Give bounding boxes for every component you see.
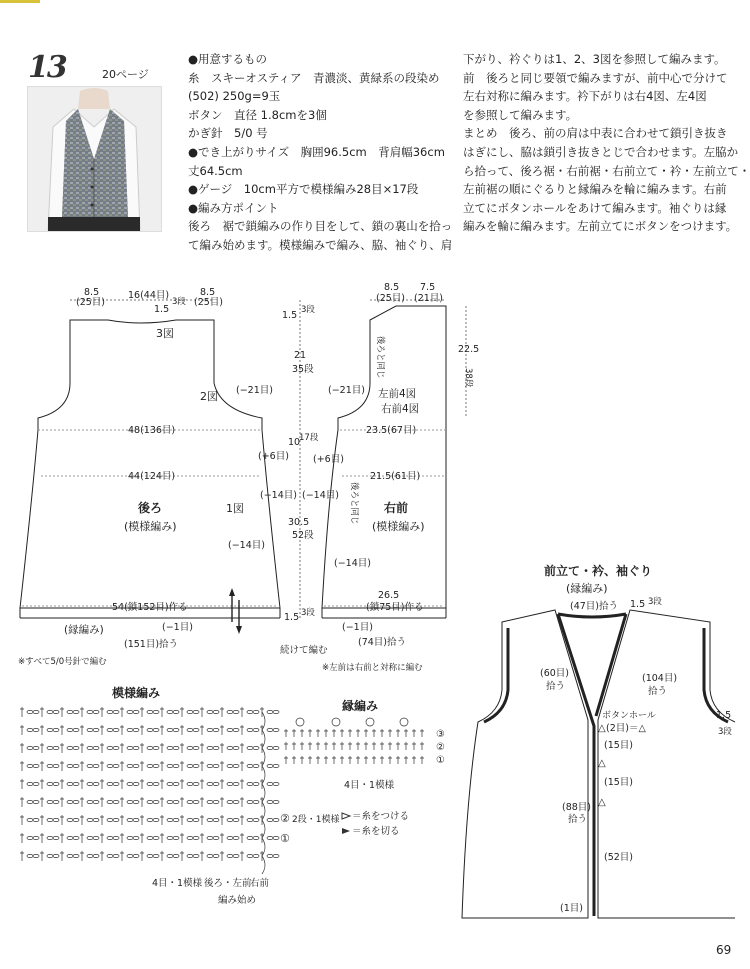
border-r3: ③ (436, 729, 445, 740)
finish-armR: (104目) (642, 673, 678, 684)
front-w1: 23.5(67目) (366, 425, 417, 436)
front-minus14: (−14目) (334, 558, 371, 569)
back-plus6: (+6目) (258, 451, 289, 462)
pattern-back-left: 後ろ・左前 (204, 878, 252, 889)
pattern-row1: ① (280, 832, 290, 845)
svg-text:△: △ (598, 797, 606, 808)
finish-g2: (15目) (604, 777, 634, 788)
back-top-left: 8.5 (84, 287, 100, 298)
finish-side-r: 3段 (718, 727, 732, 737)
dim-h3r: 17段 (299, 433, 319, 443)
dim-h4: 30.5 (288, 517, 310, 528)
text-line: まとめ 後ろ、前の肩は中表に合わせて鎖引き抜き (463, 126, 728, 141)
back-note: ※すべて5/0号針で編む (18, 657, 107, 667)
finishing-title: 前立て・衿、袖ぐり (544, 564, 653, 578)
front-piece (313, 282, 479, 673)
pattern-repeat: 4目・1模様 (152, 878, 203, 889)
pattern-number: 13 (28, 50, 66, 85)
front-name: 右前 (384, 501, 409, 515)
fig3-label: 3図 (156, 327, 174, 340)
pattern-chart-title: 模様編み (112, 686, 161, 700)
finish-armL-p: 拾う (546, 681, 566, 692)
text-line: 糸 スキーオスティア 青濃淡、黄緑系の段染め (188, 70, 440, 85)
front-top-left: 8.5 (384, 282, 400, 293)
dim-h5: 1.5 (284, 612, 300, 623)
front-top-right-sts: (21目) (414, 293, 444, 304)
front-minus1: (−1目) (342, 622, 373, 633)
pattern-row2: ② (280, 812, 290, 825)
back-armhole-dec: (−21目) (236, 385, 273, 396)
text-line: 丈64.5cm (188, 163, 243, 178)
finish-armL: (60目) (540, 668, 570, 679)
back-waist: 44(124目) (128, 471, 176, 482)
text-line: かぎ針 5/0 号 (188, 126, 268, 141)
text-line: を参照して編みます。 (463, 107, 578, 122)
back-name: 後ろ (138, 501, 163, 515)
front-w2: 21.5(61目) (370, 471, 421, 482)
finish-neck: (47目)拾う (570, 601, 619, 612)
text-line: ボタン 直径 1.8cmを3個 (188, 107, 327, 122)
front-top-left-sts: (25目) (376, 293, 406, 304)
text-line: 立てにボタンホールをあけて編みます。袖ぐりは縁 (463, 200, 727, 215)
finish-armR-p: 拾う (648, 686, 668, 697)
finish-side-h: 1.5 (716, 710, 732, 721)
center-dimensions (280, 300, 339, 656)
fig1-label: 1図 (226, 502, 244, 515)
svg-text:△: △ (598, 758, 606, 769)
dim-h3: 10 (288, 437, 301, 448)
text-line: ●編み方ポイント (188, 200, 279, 215)
back-neck-depth: 1.5 (154, 304, 170, 315)
front-height-rows: 38段 (463, 368, 473, 388)
back-minus1: (−1目) (162, 622, 193, 633)
text-line: 下がり、衿ぐりは1、2、3図を参照して編みます。 (463, 52, 726, 66)
front-armhole-dec: (−21目) (328, 385, 365, 396)
same-as-back-2: 後ろと同じ (349, 482, 359, 525)
text-line: 前 後ろと同じ要領で編みますが、前中心で分けて (463, 70, 728, 85)
center-minus14: (−14目) (302, 490, 339, 501)
text-line: 後ろ 裾で鎖編みの作り目をして、鎖の裏山を拾っ (188, 219, 453, 234)
border-repeat: 4目・1模様 (344, 780, 395, 791)
text-line: 編みを輪に編みます。左前立てにボタンをつけます。 (463, 219, 738, 234)
svg-text:△: △ (598, 723, 606, 734)
back-bust: 48(136目) (128, 425, 176, 436)
pattern-right-front: 右前 (250, 878, 270, 889)
back-neck-rows: 3段 (172, 297, 186, 307)
border-legend2: ＝糸を切る (352, 826, 400, 837)
buttonhole-sts: (2目)＝△ (606, 723, 646, 734)
page-reference: 20ページ (102, 68, 149, 81)
back-top-right: 8.5 (200, 287, 216, 298)
back-pickup: (151目)拾う (124, 639, 179, 650)
border-r1: ① (436, 755, 445, 766)
dim-h2: 21 (294, 350, 307, 361)
border-r2: ② (436, 742, 445, 753)
front-top-right: 7.5 (420, 282, 436, 293)
continue-note: 続けて編む (280, 645, 328, 656)
dim-h4r: 52段 (292, 530, 314, 541)
page-number: 69 (716, 943, 732, 957)
pattern-rows-label: 2段・1模様 (292, 815, 340, 825)
back-border: (縁編み) (64, 624, 104, 636)
back-top-mid: 16(44目) (128, 290, 170, 301)
dim-h1: 1.5 (282, 310, 298, 321)
finish-g1: (15目) (604, 740, 634, 751)
border-legend1: ＝糸をつける (352, 811, 410, 822)
finish-g4: (1目) (560, 903, 583, 914)
back-stitch: (模様編み) (124, 520, 177, 533)
pattern-start: 編み始め (218, 895, 257, 906)
finish-front-edge: (88目) (562, 802, 592, 813)
front-note: ※左前は右前と対称に編む (322, 663, 423, 673)
front-hem-w: 26.5 (378, 590, 400, 601)
finish-front-edge-p: 拾う (568, 814, 588, 825)
finish-neck-h: 1.5 (630, 599, 646, 610)
text-line: 左右対称に編みます。衿下がりは右4図、左4図 (463, 89, 707, 104)
text-line: ●用意するもの (188, 52, 268, 66)
text-line: ら拾って、後ろ裾・右前裾・右前立て・衿・左前立て・ (463, 163, 750, 178)
front-pickup: (74目)拾う (358, 637, 407, 648)
same-as-back-1: 後ろと同じ (375, 336, 385, 379)
pattern-chart (20, 685, 339, 906)
back-hem: 54(鎖152目)作る (112, 602, 188, 613)
dim-h1r: 3段 (301, 305, 315, 315)
text-line: ●ゲージ 10cm平方で模様編み28目×17段 (188, 182, 419, 197)
back-minus14b: (−14目) (228, 540, 265, 551)
text-line: はぎにし、脇は鎖引き抜きとじで合わせます。左脇か (463, 144, 739, 159)
fig4-right: 右前4図 (381, 403, 420, 415)
back-top-left-sts: (25目) (76, 297, 106, 308)
text-line: (502) 250g=9玉 (188, 89, 281, 104)
dim-h5r: 3段 (301, 608, 315, 618)
text-line: ●でき上がりサイズ 胸囲96.5cm 背肩幅36cm (188, 144, 445, 159)
buttonhole-label: ボタンホール (602, 711, 656, 721)
finish-neck-r: 3段 (648, 597, 662, 607)
text-line: 左前裾の順にぐるりと縁編みを輪に編みます。右前 (463, 182, 727, 197)
front-height: 22.5 (458, 344, 480, 355)
text-line: て編み始めます。模様編みで編み、脇、袖ぐり、肩 (188, 237, 453, 252)
finish-g3: (52目) (604, 852, 634, 863)
border-chart-title: 縁編み (342, 699, 379, 713)
fig4-left: 左前4図 (378, 388, 417, 400)
front-plus6: (+6目) (313, 454, 344, 465)
fig2-label: 2図 (200, 390, 218, 403)
finishing-diagram (462, 563, 735, 918)
finishing-stitch: (縁編み) (566, 582, 608, 595)
back-top-right-sts: (25目) (194, 297, 224, 308)
front-hem: (鎖75目)作る (366, 602, 424, 613)
front-stitch: (模様編み) (372, 520, 425, 533)
back-minus14a: (−14目) (260, 490, 297, 501)
dim-h2r: 35段 (292, 364, 314, 375)
